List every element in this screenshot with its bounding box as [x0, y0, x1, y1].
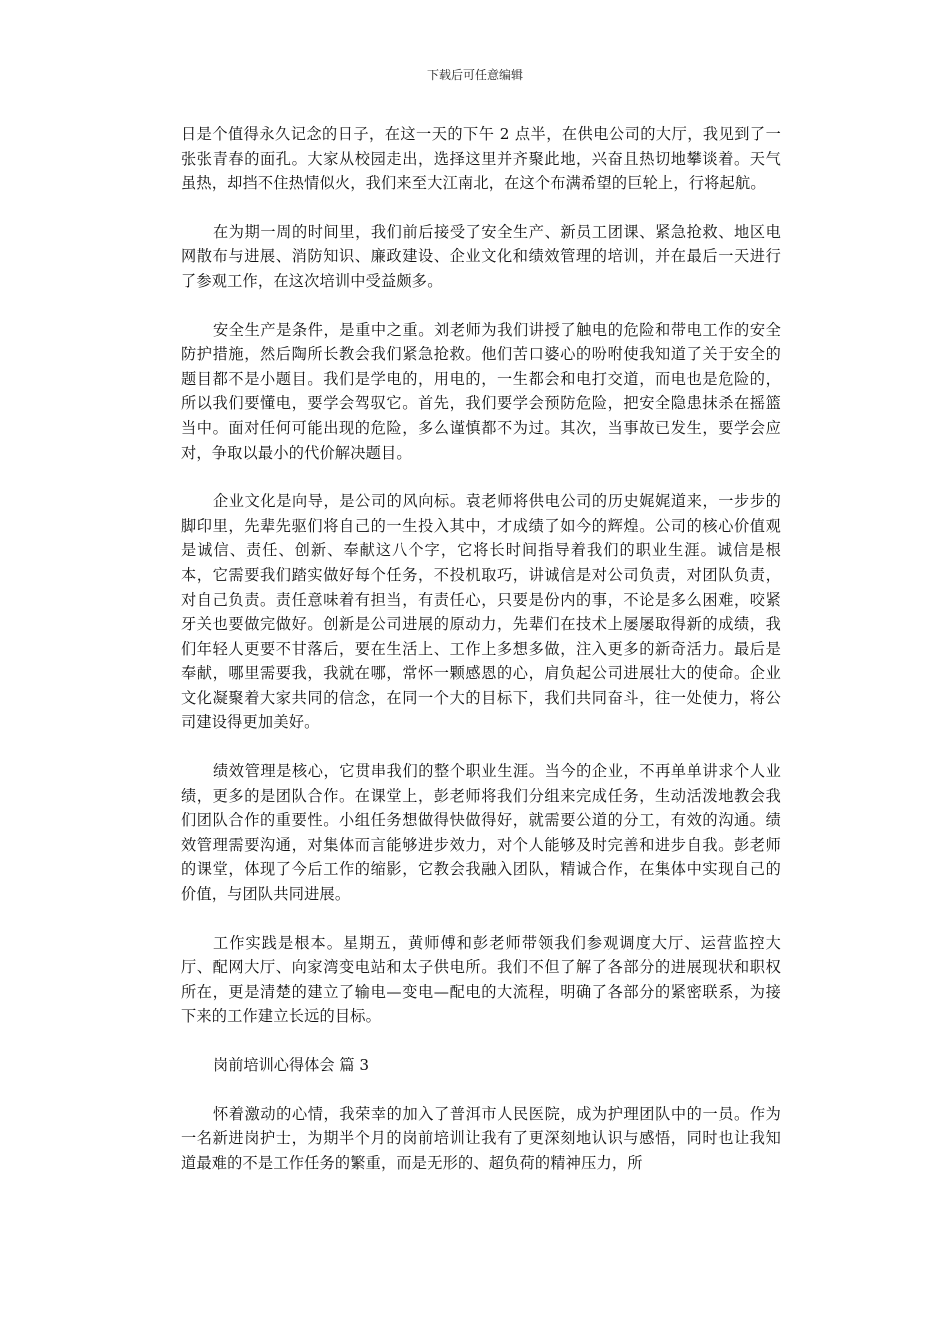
paragraph-intro: 日是个值得永久记念的日子，在这一天的下午 2 点半，在供电公司的大厅，我见到了一张张青春的面孔。大家从校园走出，选择这里并齐聚此地，兴奋且热切地攀谈着。天气虽热，却挡不住热情似火，我们来至大江南北，在这个布满希望的巨轮上，行将起航。 — [181, 125, 781, 193]
section-title: 岗前培训心得体会 篇 3 — [213, 1056, 370, 1074]
paragraph-culture: 企业文化是向导，是公司的风向标。袁老师将供电公司的历史娓娓道来，一步步的脚印里，先辈先驱们将自己的一生投入其中，才成绩了如今的辉煌。公司的核心价值观是诚信、责任、创新、奉献这八个字，它将长时间指导着我们的职业生涯。诚信是根本，它需要我们踏实做好每个任务，不投机取巧，讲诚信是对公司负责，对团队负责，对自己负责。责任意味着有担当，有责任心，只要是份内的事，不论是多么困难，咬紧牙关也要做完做好。创新是公司进展的原动力，先辈们在技术上屡屡取得新的成绩，我们年轻人更要不甘落后，要在生活上、工作上多想多做，注入更多的新奇活力。最后是奉献，哪里需要我，我就在哪，常怀一颗感恩的心，肩负起公司进展壮大的使命。企业文化凝聚着大家共同的信念，在同一个大的目标下，我们共同奋斗，往一处使力，将公司建设得更加美好。 — [181, 492, 781, 732]
paragraph-performance: 绩效管理是核心，它贯串我们的整个职业生涯。当今的企业，不再单单讲求个人业绩，更多的是团队合作。在课堂上，彭老师将我们分组来完成任务，生动活泼地教会我们团队合作的重要性。小组任务想做得快做得好，就需要公道的分工，有效的沟通。绩效管理需要沟通，对集体而言能够进步效力，对个人能够及时完善和进步自我。彭老师的课堂，体现了今后工作的缩影，它教会我融入团队，精诚合作，在集体中实现自己的价值，与团队共同进展。 — [181, 762, 781, 904]
page-header: 下载后可任意编辑 — [426, 68, 523, 82]
paragraph-final: 怀着激动的心情，我荣幸的加入了普洱市人民医院，成为护理团队中的一员。作为一名新进岗护士，为期半个月的岗前培训让我有了更深刻地认识与感悟，同时也让我知道最难的不是工作任务的繁重，而是无形的、超负荷的精神压力，所 — [181, 1104, 781, 1172]
paragraph-safety: 安全生产是条件，是重中之重。刘老师为我们讲授了触电的危险和带电工作的安全防护措施，然后陶所长教会我们紧急抢救。他们苦口婆心的吩咐使我知道了关于安全的题目都不是小题目。我们是学电的，用电的，一生都会和电打交道，而电也是危险的，所以我们要懂电，要学会驾驭它。首先，我们要学会预防危险，把安全隐患抹杀在摇篮当中。面对任何可能出现的危险，多么谨慎都不为过。其次，当事故已发生，要学会应对，争取以最小的代价解决题目。 — [181, 320, 781, 462]
paragraph-training-overview: 在为期一周的时间里，我们前后接受了安全生产、新员工团课、紧急抢救、地区电网散布与进展、消防知识、廉政建设、企业文化和绩效管理的培训，并在最后一天进行了参观工作，在这次培训中受益颇多。 — [181, 222, 781, 290]
document-body — [181, 122, 781, 1199]
paragraph-practice: 工作实践是根本。星期五，黄师傅和彭老师带领我们参观调度大厅、运营监控大厅、配网大厅、向家湾变电站和太子供电所。我们不但了解了各部分的进展现状和职权所在，更是清楚的建立了输电—变电—配电的大流程，明确了各部分的紧密联系，为接下来的工作建立长远的目标。 — [181, 933, 781, 1026]
